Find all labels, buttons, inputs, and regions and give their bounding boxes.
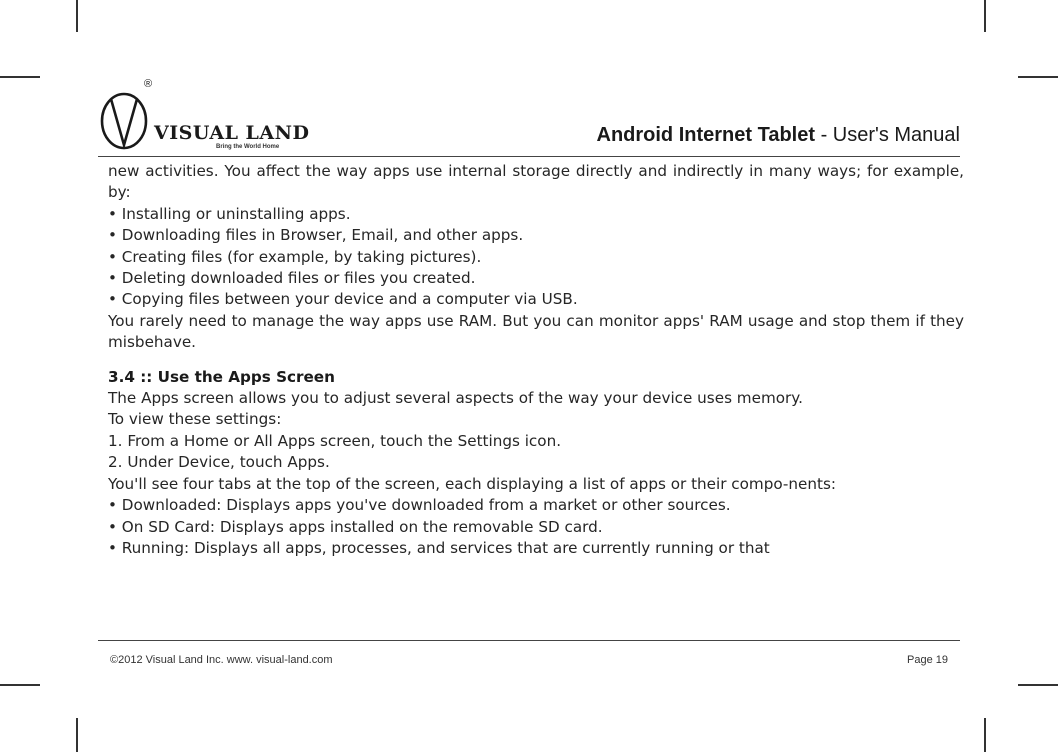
crop-mark-left-top [0,76,40,78]
crop-mark-top-left [76,0,78,32]
logo-v-circle-icon [98,86,150,152]
crop-mark-left-bottom [0,684,40,686]
list-item: • Deleting downloaded files or files you created. [108,268,964,289]
list-item: • Creating files (for example, by taking pictures). [108,247,964,268]
header-rule [98,156,960,157]
list-item: • Downloading files in Browser, Email, and other apps. [108,225,964,246]
para-continuation: new activities. You affect the way apps use internal storage directly and indirectly in many ways; for example, by: [108,162,964,202]
page-header [98,80,960,156]
logo-name: VISUAL LAND [154,122,310,144]
para-tabs: You'll see four tabs at the top of the screen, each displaying a list of apps or their compo-nents: [108,474,836,493]
step-item: 2. Under Device, touch Apps. [108,453,330,472]
crop-mark-bottom-right [984,718,986,752]
crop-mark-top-right [984,0,986,32]
section-spacer [108,354,964,367]
logo-tagline: Bring the World Home [216,144,280,150]
list-item: • On SD Card: Displays apps installed on the removable SD card. [108,517,964,538]
para-to-view: To view these settings: [108,410,282,429]
list-item: • Copying files between your device and a computer via USB. [108,289,964,310]
section-heading: 3.4 :: Use the Apps Screen [108,367,335,386]
crop-mark-right-bottom [1018,684,1058,686]
crop-mark-right-top [1018,76,1058,78]
manual-title [597,124,961,147]
list-item: • Installing or uninstalling apps. [108,204,964,225]
para-apps-intro: The Apps screen allows you to adjust several aspects of the way your device uses memory. [108,389,803,408]
manual-title-product: Android Internet Tablet [596,124,816,146]
list-item: • Downloaded: Displays apps you've downloaded from a market or other sources. [108,495,964,516]
page-number: Page 19 [907,654,948,666]
footer-rule [98,640,960,641]
crop-mark-bottom-left [76,718,78,752]
manual-title-suffix: - User's Manual [815,124,960,146]
registered-mark: ® [144,78,153,90]
para-ram: You rarely need to manage the way apps use RAM. But you can monitor apps' RAM usage and stop them if they misbehave. [108,311,964,352]
step-item: 1. From a Home or All Apps screen, touch the Settings icon. [108,431,562,450]
footer-copyright: ©2012 Visual Land Inc. www. visual-land.com [110,654,333,666]
list-item: • Running: Displays all apps, processes, and services that are currently running or that [108,538,964,559]
page-content [108,161,964,559]
